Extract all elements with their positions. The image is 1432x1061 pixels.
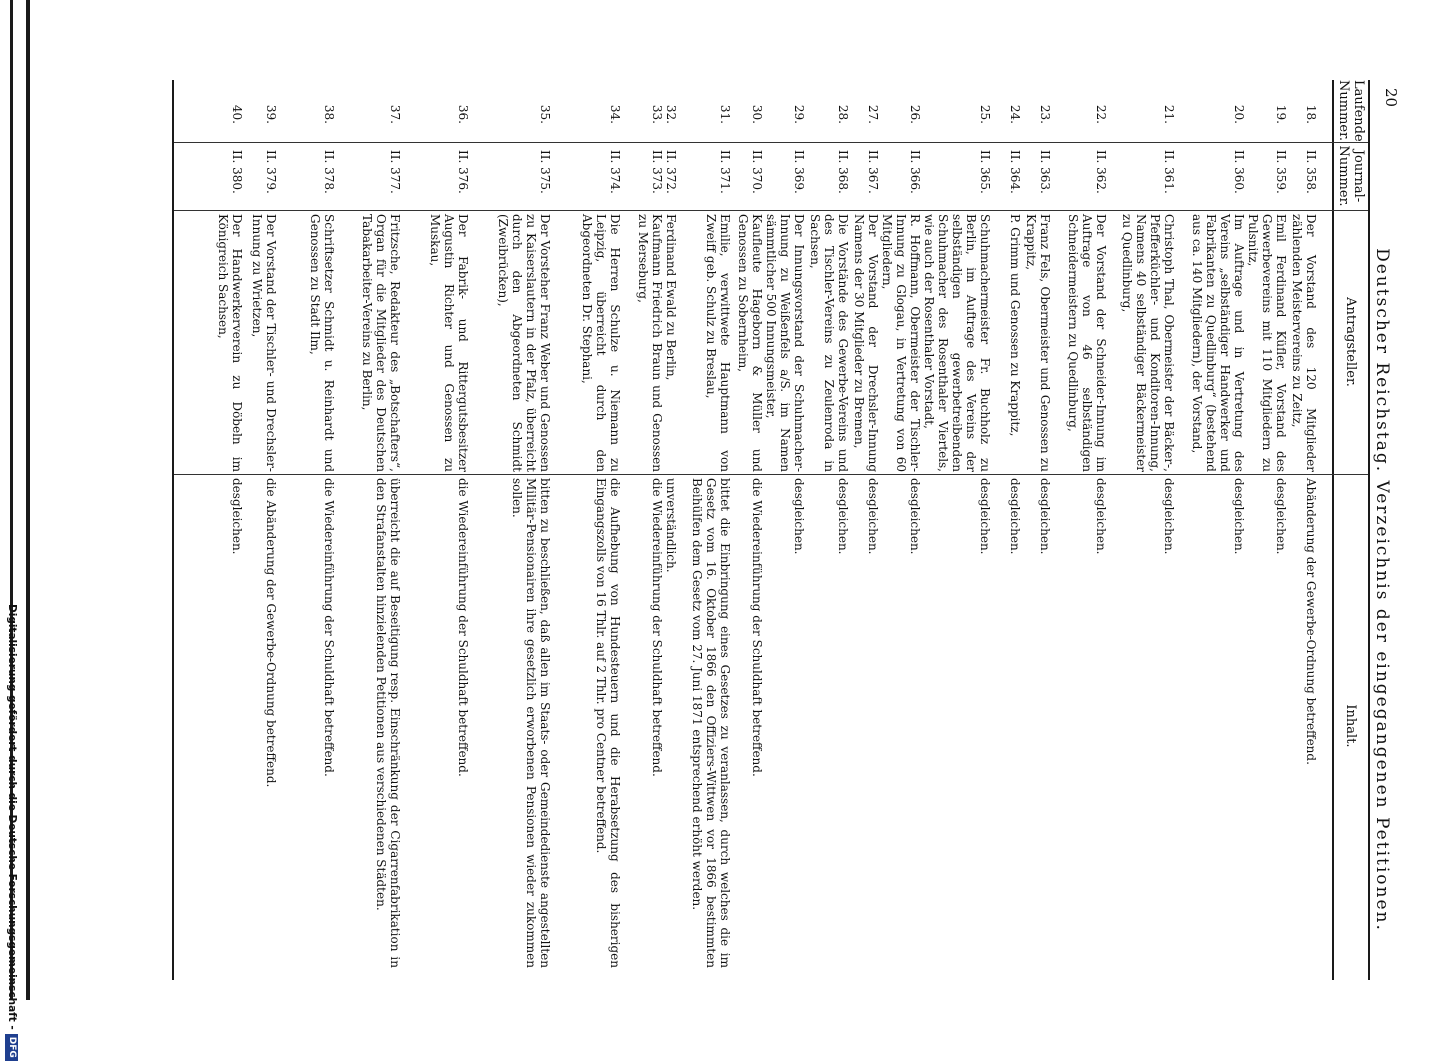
journal-number: II. 369. (792, 150, 806, 194)
petitioner: Die Vorstände des Gewerbe-Vereins und des Tischler-Vereins zu Zeulenroda in Sachsen, (808, 214, 850, 472)
row-number: 26. (908, 104, 922, 124)
row-number: 18. (1304, 104, 1318, 124)
petitioner: Die Herren Schulze u. Niemann zu Leipzig, überreicht durch den Abgeordneten Dr. Stephani, (580, 214, 622, 472)
page-number: 20 (1382, 88, 1400, 108)
petition-content: die Wiedereinführung der Schuldhaft betreffend. (750, 478, 764, 777)
header-journal: Journal- Nummer. (1336, 145, 1366, 207)
petitioner: Der Handwerkerverein zu Döbeln im Königreich Sachsen, (216, 214, 244, 472)
row-number: 25. (978, 104, 992, 124)
row-number: 29. (792, 104, 806, 124)
petition-content: die Wiedereinführung der Schuldhaft betreffend. (456, 478, 470, 777)
page-rule-bottom (172, 80, 174, 980)
row-number: 19. (1274, 104, 1288, 124)
petition-content: desgleichen. (230, 478, 244, 555)
journal-number: II. 359. (1274, 150, 1288, 194)
petition-content: desgleichen. (792, 478, 806, 555)
digitization-footer (0, 604, 24, 1058)
row-number: 37. (388, 104, 402, 124)
row-number: 20. (1232, 104, 1246, 124)
petition-content: Abänderung der Gewerbe-Ordnung betreffend. (1304, 478, 1318, 765)
column-divider (174, 210, 1368, 211)
header-lfd: Laufende Nummer. (1336, 80, 1366, 142)
petition-content: desgleichen. (1232, 478, 1246, 555)
petition-content: desgleichen. (1008, 478, 1022, 555)
petitioner: Der Vorstand der Schneider-Innung im Auftrage von 46 selbständigen Schneidermeistern zu Quedlinburg, (1066, 214, 1108, 472)
journal-number: II. 363. (1038, 150, 1052, 194)
journal-number: II. 379. (264, 150, 278, 194)
journal-number: II. 380. (230, 150, 244, 194)
dfg-logo: DFG (6, 1034, 19, 1061)
journal-number: II. 372. (664, 150, 678, 194)
petitioner: Franz Fels, Obermeister und Genossen zu Krappitz, (1024, 214, 1052, 472)
petition-content: desgleichen. (908, 478, 922, 555)
header-rule-bottom (1332, 80, 1334, 980)
petitioner: Der Innungsvorstand der Schuhmacher-Innung zu Weißenfels a/S. im Namen sämmtlicher 500 Innungsmeister, (764, 214, 806, 472)
petition-content: bittet die Einbringung eines Gesetzes zu veranlassen, durch welches die im Gesetz vom 16. Oktober 1866 den Offiziers-Wittwen vor 1866 bestimmten Beihülfen dem Gesetz vom 27. Juni 1871 entsprechend erhöht werden. (690, 478, 732, 968)
row-number: 36. (456, 104, 470, 124)
petitioner: Schriftsetzer Schmidt u. Reinhardt und Genossen zu Stadt Ilm, (308, 214, 336, 472)
row-number: 31. (718, 104, 732, 124)
petitioner: Der Vorstand des 120 Mitglieder zählenden Meistervereins zu Zeitz, (1290, 214, 1318, 472)
journal-number: II. 362. (1094, 150, 1108, 194)
petitioner: Fritzsche, Redakteur des „Botschafters“, Organ für die Mitglieder des Deutschen Tabakarbeiter-Vereins zu Berlin, (360, 214, 402, 472)
petitioner: Der Fabrik- und Rittergutsbesitzer Augustin Richter und Genossen zu Muskau, (428, 214, 470, 472)
column-divider (174, 142, 1368, 143)
petition-content: die Wiedereinführung der Schuldhaft betreffend. (650, 478, 664, 777)
journal-number: II. 375. (538, 150, 552, 194)
petitioner: Kaufmann Friedrich Braun und Genossen zu Merseburg, (636, 214, 664, 472)
petition-content: desgleichen. (836, 478, 850, 555)
journal-number: II. 368. (836, 150, 850, 194)
journal-number: II. 371. (718, 150, 732, 194)
sheet-edge-inner (26, 0, 30, 1000)
petitioner: Der Vorsteher Franz Weber und Genossen zu Kaiserslautern in der Pfalz, überreicht durch den Abgeordneten Schmidt (Zweibrücken), (496, 214, 552, 472)
petitioner: Emil Ferdinand Küfler, Vorstand des Gewerbevereins mit 110 Mitgliedern zu Pulsnitz, (1246, 214, 1288, 472)
petition-content: die Abänderung der Gewerbe-Ordnung betreffend. (264, 478, 278, 788)
row-number: 34. (608, 104, 622, 124)
header-antragsteller: Antragsteller. (1343, 297, 1358, 387)
journal-number: II. 378. (322, 150, 336, 194)
row-number: 40. (230, 104, 244, 124)
petitioner: Schuhmachermeister Fr. Buchholz zu Berlin, im Auftrage des Vereins der selbständigen gewerbetreibenden Schuhmacher des Rosenthaler Viertels, wie auch der Rosenthaler Vorstadt, (922, 214, 992, 472)
row-number: 35. (538, 104, 552, 124)
petition-content: desgleichen. (1038, 478, 1052, 555)
petitioner: Christoph Thal, Obermeister der Bäcker-, Pfefferküchler- und Konditoren-Innung, Namens 40 selbständiger Bäckermeister zu Quedlinburg, (1120, 214, 1176, 472)
journal-number: II. 361. (1162, 150, 1176, 194)
petition-content: desgleichen. (1094, 478, 1108, 555)
journal-number: II. 377. (388, 150, 402, 194)
row-number: 33. (650, 104, 664, 124)
petitioner: Kaufleute Hageborn & Müller und Genossen zu Sobernheim, (736, 214, 764, 472)
row-number: 27. (866, 104, 880, 124)
row-number: 22. (1094, 104, 1108, 124)
journal-number: II. 367. (866, 150, 880, 194)
petition-content: desgleichen. (1274, 478, 1288, 555)
petitioner: Der Vorstand der Tischler- und Drechsler-Innung zu Wrietzen, (250, 214, 278, 472)
petition-content: desgleichen. (978, 478, 992, 555)
petition-content: die Aufhebung von Hundesteuern und die Herabsetzung des bisherigen Eingangszolls von 16 Thlr. auf 2 Thlr. pro Centner betreffend. (594, 478, 622, 968)
petitioner: P. Grimm und Genossen zu Krappitz, (1008, 214, 1022, 437)
row-number: 38. (322, 104, 336, 124)
row-number: 30. (750, 104, 764, 124)
petition-content: desgleichen. (1162, 478, 1176, 555)
row-number: 23. (1038, 104, 1052, 124)
page-title: Deutscher Reichstag. Verzeichnis der eingegangenen Petitionen. (1372, 248, 1392, 932)
row-number: 39. (264, 104, 278, 124)
footer-text: Digitalisierung gefördert durch die Deutsche Forschungsgemeinschaft - (6, 604, 18, 1030)
petition-content: bitten zu beschließen, daß allen im Staats- oder Gemeindedienste angestellten Militär-Pensionairen ihre gesetzlich erworbenen Pensionen wieder zukommen sollen. (510, 478, 552, 968)
petitioner: Ferdinand Ewald zu Berlin, (664, 214, 678, 381)
petitioner: Der Vorstand der Drechsler-Innung Namens der 30 Mitglieder zu Bremen, (852, 214, 880, 472)
journal-number: II. 370. (750, 150, 764, 194)
petition-content: desgleichen. (866, 478, 880, 555)
journal-number: II. 374. (608, 150, 622, 194)
journal-number: II. 360. (1232, 150, 1246, 194)
header-rule-top (1368, 80, 1370, 980)
row-number: 21. (1162, 104, 1176, 124)
petition-content: die Wiedereinführung der Schuldhaft betreffend. (322, 478, 336, 777)
journal-number: II. 358. (1304, 150, 1318, 194)
petition-content: unverständlich. (664, 478, 678, 573)
petition-content: überreicht die auf Beseitigung resp. Einschränkung der Cigarrenfabrikation in den Strafanstalten hinzielenden Petitionen aus verschiedenen Städten. (374, 478, 402, 968)
rotated-page (100, 80, 1400, 980)
row-number: 24. (1008, 104, 1022, 124)
column-divider (174, 474, 1368, 475)
petitioner: R. Hoffmann, Obermeister der Tischler-Innung zu Glogau, in Vertretung von 60 Mitgliedern, (880, 214, 922, 472)
journal-number: II. 376. (456, 150, 470, 194)
journal-number: II. 373. (650, 150, 664, 194)
header-inhalt: Inhalt. (1343, 704, 1358, 748)
journal-number: II. 365. (978, 150, 992, 194)
petitioner: Emilie, verwittwete Hauptmann von Zweiff geb. Schulz zu Breslau, (704, 214, 732, 472)
row-number: 32. (664, 104, 678, 124)
petitioner: Im Auftrage und in Vertretung des Vereins „selbständiger Handwerker und Fabrikanten zu Quedlinburg“ (bestehend aus ca. 140 Mitgliedern), der Vorstand, (1190, 214, 1246, 472)
journal-number: II. 364. (1008, 150, 1022, 194)
journal-number: II. 366. (908, 150, 922, 194)
row-number: 28. (836, 104, 850, 124)
